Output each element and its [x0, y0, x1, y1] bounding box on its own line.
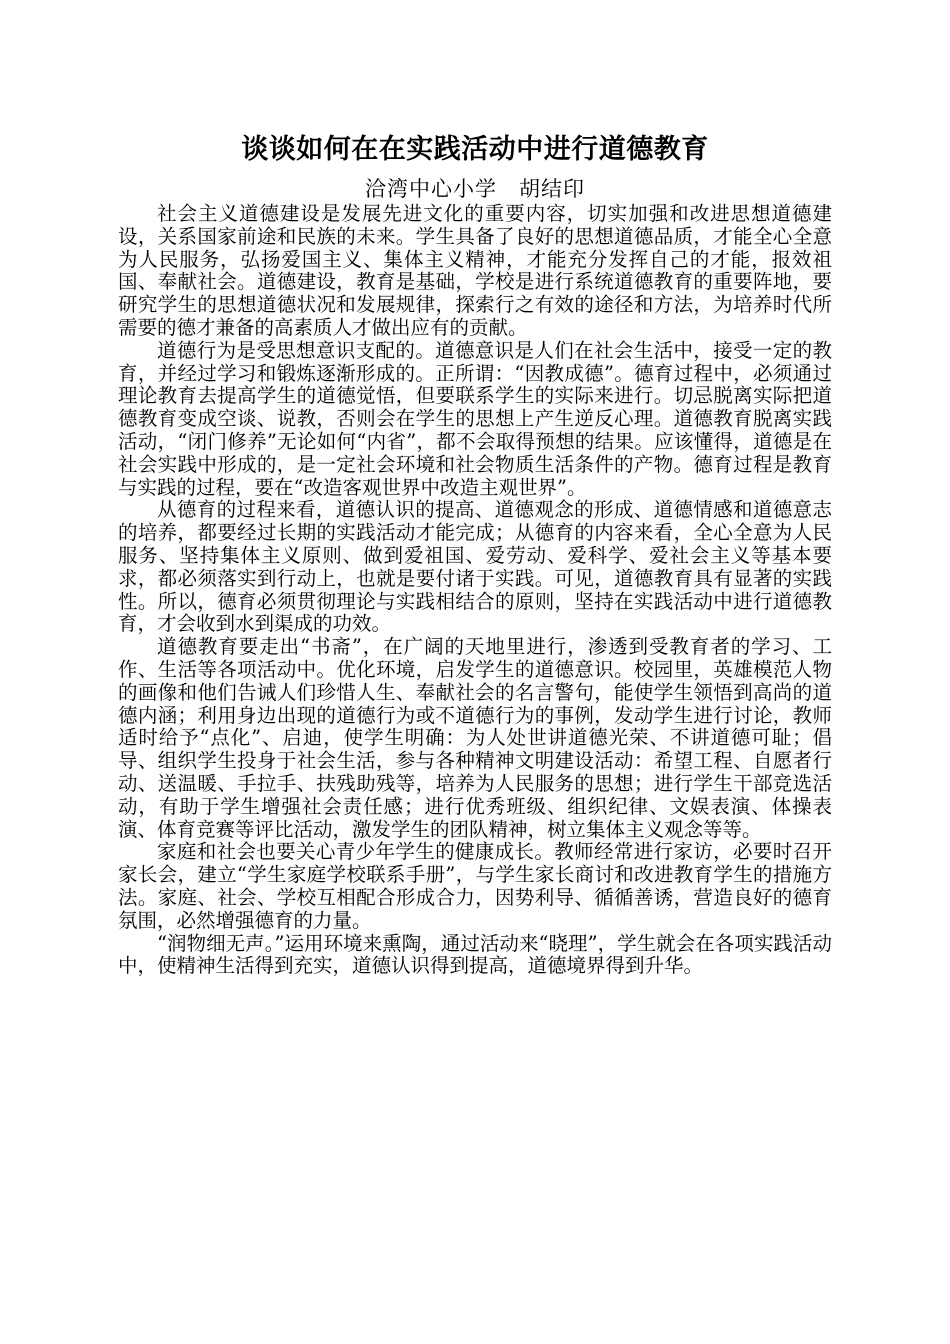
author-line: 洽湾中心小学 胡结印 — [365, 177, 585, 201]
paragraph: 道德教育要走出“书斋”，在广阔的天地里进行，渗透到受教育者的学习、工作、生活等各项活动中。优化环境，启发学生的道德意识。校园里，英雄模范人物的画像和他们告诫人们珍惜人生、奉献社会的名言警句，能使学生领悟到高尚的道德内涵；利用身边出现的道德行为或不道德行为的事例，发动学生进行讨论，教师适时给予“点化”、启迪，使学生明确：为人处世讲道德光荣、不讲道德可耻；倡导、组织学生投身于社会生活，参与各种精神文明建设活动：希望工程、自愿者行动、送温暖、手拉手、扶残助残等，培养为人民服务的思想；进行学生干部竞选活动，有助于学生增强社会责任感；进行优秀班级、组织纪律、文娱表演、体操表演、体育竞赛等评比活动，激发学生的团队精神，树立集体主义观念等等。 — [118, 635, 832, 841]
paragraph: 从德育的过程来看，道德认识的提高、道德观念的形成、道德情感和道德意志的培养，都要经过长期的实践活动才能完成；从德育的内容来看，全心全意为人民服务、坚持集体主义原则、做到爱祖国、爱劳动、爱科学、爱社会主义等基本要求，都必须落实到行动上，也就是要付诸于实践。可见，道德教育具有显著的实践性。所以，德育必须贯彻理论与实践相结合的原则，坚持在实践活动中进行道德教育，才会收到水到渠成的功效。 — [118, 498, 832, 636]
document-body — [118, 203, 832, 978]
paragraph: 道德行为是受思想意识支配的。道德意识是人们在社会生活中，接受一定的教育，并经过学习和锻炼逐渐形成的。正所谓：“因教成德”。德育过程中，必须通过理论教育去提高学生的道德觉悟，但要联系学生的实际来进行。切忌脱离实际把道德教育变成空谈、说教，否则会在学生的思想上产生逆反心理。道德教育脱离实践活动，“闭门修养”无论如何“内省”，都不会取得预想的结果。应该懂得，道德是在社会实践中形成的，是一定社会环境和社会物质生活条件的产物。德育过程是教育与实践的过程，要在“改造客观世界中改造主观世界”。 — [118, 338, 832, 499]
paragraph: “润物细无声。”运用环境来熏陶，通过活动来“晓理”，学生就会在各项实践活动中，使精神生活得到充实，道德认识得到提高，道德境界得到升华。 — [118, 931, 832, 978]
paragraph: 家庭和社会也要关心青少年学生的健康成长。教师经常进行家访，必要时召开家长会，建立“学生家庭学校联系手册”，与学生家长商讨和改进教育学生的措施方法。家庭、社会、学校互相配合形成合力，因势利导、循循善诱，营造良好的德育氛围，必然增强德育的力量。 — [118, 840, 832, 932]
paragraph: 社会主义道德建设是发展先进文化的重要内容，切实加强和改进思想道德建设，关系国家前途和民族的未来。学生具备了良好的思想道德品质，才能全心全意为人民服务，弘扬爱国主义、集体主义精神，才能充分发挥自己的才能，报效祖国、奉献社会。道德建设，教育是基础，学校是进行系统道德教育的重要阵地，要研究学生的思想道德状况和发展规律，探索行之有效的途径和方法，为培养时代所需要的德才兼备的高素质人才做出应有的贡献。 — [118, 202, 832, 339]
document-title: 谈谈如何在在实践活动中进行道德教育 — [241, 134, 709, 165]
